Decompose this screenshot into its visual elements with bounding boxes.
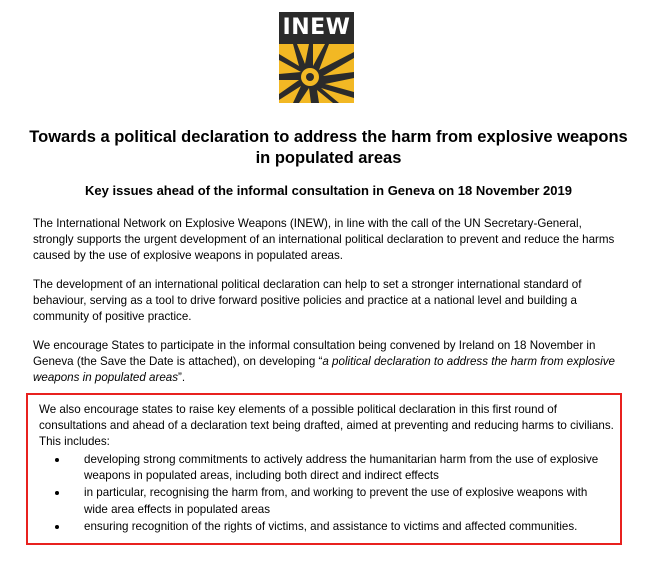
paragraph-development: The development of an international political declaration can help to set a stronger international standard of behaviour, serving as a tool to drive forward positive policies and practice at a national level and building a community of positive practice. [33, 278, 582, 324]
key-issues-list [52, 452, 612, 536]
highlight-intro: We also encourage states to raise key elements of a possible political declaration in this first round of consultations and ahead of a declaration text being drafted, aimed at preventing and reducing harms to civilians. This includes: [39, 403, 614, 449]
list-item [52, 485, 612, 517]
paragraph-intro: The International Network on Explosive Weapons (INEW), in line with the call of the UN Secretary-General, strongly supports the urgent development of an international political declaration to prevent and reduce the harms caused by the use of explosive weapons in populated areas. [33, 217, 615, 263]
bullet-icon [55, 491, 59, 495]
list-item [52, 519, 612, 535]
explosion-icon [279, 44, 354, 103]
document-title: Towards a political declaration to address the harm from explosive weapons in populated areas [29, 128, 628, 167]
logo-text: INEW [282, 15, 351, 40]
paragraph-consultation-quote: a political declaration to address the harm from explosive weapons in populated areas [33, 355, 615, 385]
highlight-box [26, 393, 622, 545]
bullet-icon [55, 458, 59, 462]
paragraph-consultation [33, 338, 623, 387]
list-item-text: developing strong commitments to actively address the humanitarian harm from the use of explosive weapons in populated areas, including both direct and indirect effects [84, 453, 599, 483]
inew-logo [279, 12, 354, 103]
list-item [52, 452, 612, 484]
document-subtitle: Key issues ahead of the informal consultation in Geneva on 18 November 2019 [85, 183, 572, 198]
list-item-text: in particular, recognising the harm from, and working to prevent the use of explosive weapons with wide area effects in populated areas [84, 486, 588, 516]
bullet-icon [55, 525, 59, 529]
paragraph-consultation-end: ”. [178, 371, 186, 385]
list-item-text: ensuring recognition of the rights of victims, and assistance to victims and affected communities. [84, 519, 578, 533]
paragraph-consultation-start: We encourage States to participate in the informal consultation being convened by Ireland on 18 November in Geneva (the Save the Date is attached), on developing “ [33, 339, 596, 369]
